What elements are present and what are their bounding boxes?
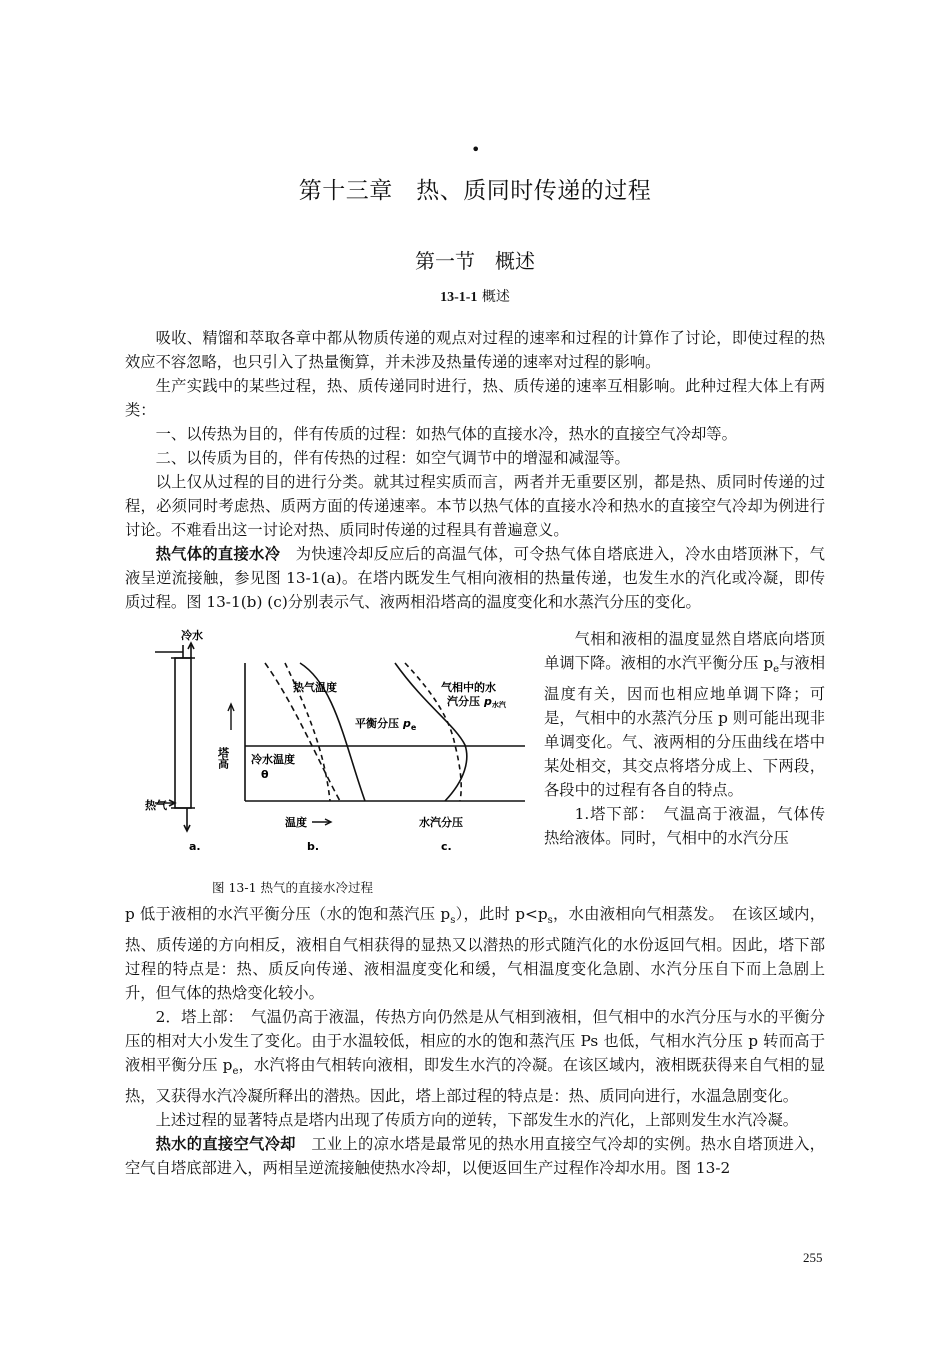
label-hot-gas-temp: 热气温度: [293, 681, 337, 694]
lead-term: 热水的直接空气冷却: [155, 1135, 296, 1154]
paragraph-body: 为快速冷却反应后的高温气体，可令热气体自塔底进入，冷水由塔顶淋下，气液呈逆流接触，参见图 13-1(a)。在塔内既发生气相向液相的热量传递，也发生水的汽化或冷凝，即传质过程。图 13-1(b) (c)分别表示气、液两相沿塔高的温度变化和水蒸汽分压的变化。: [125, 545, 825, 611]
chapter-title: 第十三章 热、质同时传递的过程: [298, 178, 652, 204]
paragraph-hot-gas: [125, 542, 825, 614]
paragraph: 1.塔下部： 气温高于液温，气体传热给液体。同时，气相中的水汽分压: [544, 805, 825, 848]
label-vapor-line1: 气相中的水: [441, 681, 496, 694]
tower-body: [175, 658, 191, 808]
paragraph: 一、以传热为目的，伴有传质的过程：如热气体的直接水冷，热水的直接空气冷却等。: [155, 425, 737, 443]
label-temperature: 温度: [285, 816, 307, 829]
subsection-title: [0, 286, 950, 306]
page-number: 255: [803, 1250, 823, 1265]
label-cold-water: 冷水: [181, 629, 203, 642]
label-cold-water-temp: 冷水温度: [251, 753, 295, 766]
paragraph: 吸收、精馏和萃取各章中都从物质传递的观点对过程的速率和过程的计算作了讨论，即使过程的热效应不容忽略，也只引入了热量衡算，并未涉及热量传递的速率对过程的影响。: [125, 329, 825, 371]
paragraph: 气相和液相的温度显然自塔底向塔顶单调下降。液相的水汽平衡分压 $p_e$与液相温度有关，因而也相应地单调下降；可是，气相中的水蒸汽分压 p 则可能出现非单调变化。气、液两相的分压曲线在塔中某处相交，其交点将塔分成上、下两段，各段中的过程有各自的特点。: [544, 630, 825, 800]
figure-13-1: [125, 625, 530, 870]
paragraph: 以上仅从过程的目的进行分类。就其过程实质而言，两者并无重要区别，都是热、质同时传递的过程，必须同时考虑热、质两方面的传递速率。本节以热气体的直接水冷和热水的直接空气冷却为例进行讨论。不难看出这一讨论对热、质同时传递的过程具有普遍意义。: [125, 473, 825, 539]
paragraph: 上述过程的显著特点是塔内出现了传质方向的逆转，下部发生水的汽化，上部则发生水汽冷凝。: [155, 1111, 799, 1130]
paragraph: 二、以传质为目的，伴有传热的过程：如空气调节中的增湿和减湿等。: [155, 449, 630, 467]
body-text-bottom: [125, 902, 825, 1180]
subsection-number: 13-1-1: [440, 290, 478, 305]
header-dot: •: [471, 140, 481, 159]
figure-caption: 图 13-1 热气的直接水冷过程: [212, 880, 374, 895]
paragraph-body: 工业上的凉水塔是最常见的热水用直接空气冷却的实例。热水自塔顶进入，空气自塔底部进入，两相呈逆流接触使热水冷却，以便返回生产过程作冷却水用。图 13-2: [125, 1135, 825, 1178]
label-equilibrium: 平衡分压 $p_e$: [355, 717, 417, 732]
subsection-label: 概述: [481, 289, 510, 305]
paragraph: 生产实践中的某些过程，热、质传递同时进行，热、质传递的速率互相影响。此种过程大体上有两类：: [125, 377, 825, 419]
paragraph: p 低于液相的水汽平衡分压（水的饱和蒸汽压 $p_s$），此时 $p<p_s$，水由液相向气相蒸发。 在该区域内，热、质传递的方向相反，液相自气相获得的显热又以潜热的形式随汽化的水份返回气相。因此，塔下部过程的特点是：热、质反向传递、液相温度变化和缓，气相温度变化急剧、水汽分压自下而上急剧上升，但气体的热焓变化较小。: [125, 905, 825, 1003]
label-hot-gas: 热气: [145, 799, 167, 812]
label-tower-height: 塔高: [216, 747, 230, 769]
lead-term: 热气体的直接水冷: [155, 545, 281, 563]
label-vapor-pressure: 水汽分压: [419, 816, 463, 829]
panel-c-label: c.: [441, 840, 452, 853]
body-text-side: [544, 627, 825, 850]
label-theta: θ: [261, 768, 269, 781]
section-title: 第一节 概述: [415, 249, 535, 273]
paragraph-hot-water: [125, 1132, 825, 1180]
panel-a-label: a.: [189, 840, 201, 853]
label-vapor-line2: 汽分压 p水汽: [447, 695, 506, 709]
body-text-top: [125, 326, 825, 614]
paragraph: 2．塔上部： 气温仍高于液温，传热方向仍然是从气相到液相，但气相中的水汽分压与水的平衡分压的相对大小发生了变化。由于水温较低，相应的水的饱和蒸汽压 Ps 也低，气相水汽分压 p 转而高于液相平衡分压 $p_e$，水汽将由气相转向液相，即发生水汽的冷凝。在该区域内，液相既获得来自气相的显热，又获得水汽冷凝所释出的潜热。因此，塔上部过程的特点是：热、质同向进行，水温急剧变化。: [125, 1008, 825, 1106]
panel-b-label: b.: [307, 840, 320, 853]
